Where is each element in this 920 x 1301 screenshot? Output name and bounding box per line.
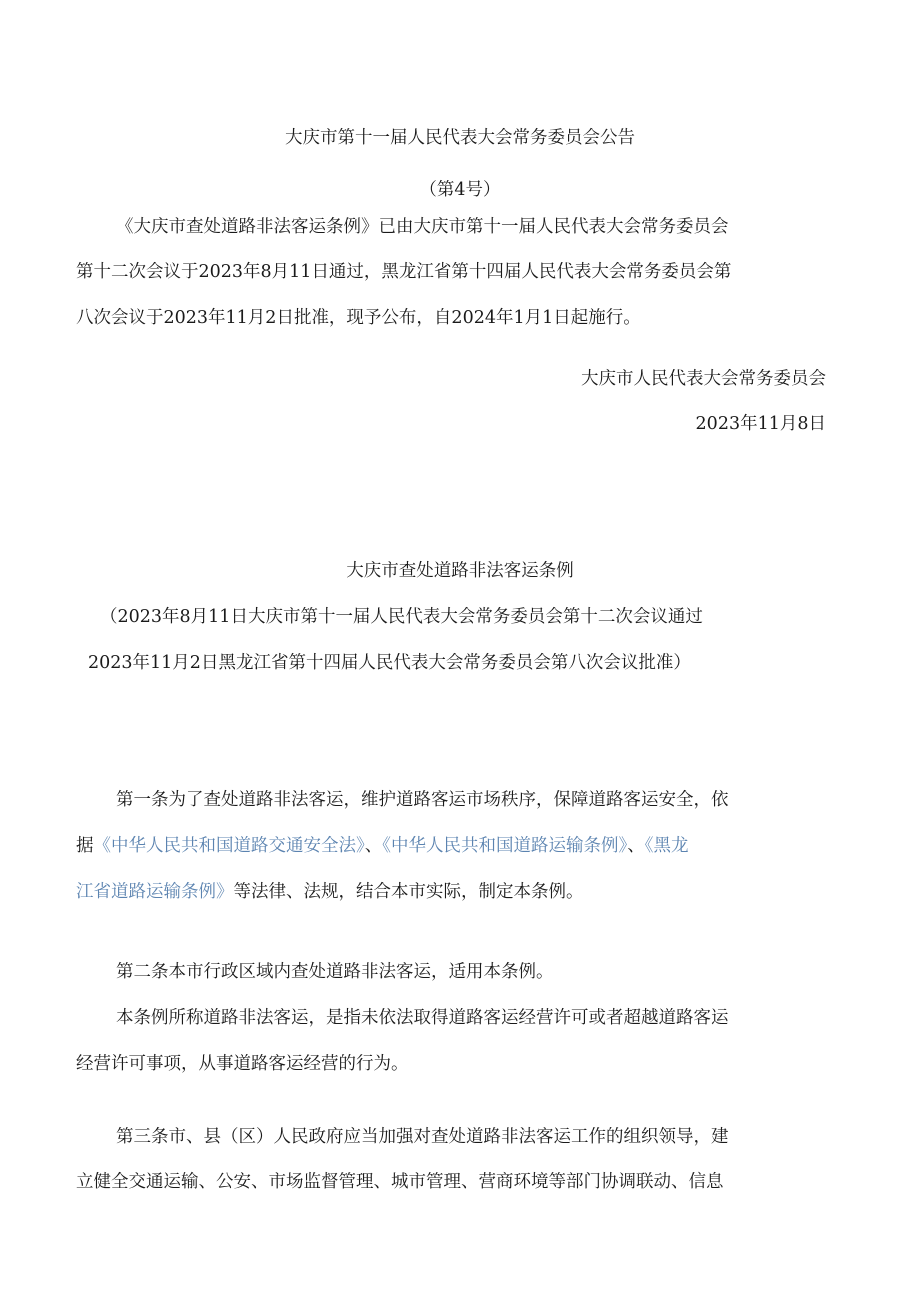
article-1-line-1: 第一条为了查处道路非法客运，维护道路客运市场秩序，保障道路客运安全，依 <box>116 790 729 810</box>
article-1-line-3 <box>76 880 844 904</box>
article-2-line-2: 本条例所称道路非法客运，是指未依法取得道路客运经营许可或者超越道路客运 <box>116 1008 729 1028</box>
notice-issuer: 大庆市人民代表大会常务委员会 <box>581 369 826 389</box>
regulation-title: 大庆市查处道路非法客运条例 <box>346 561 574 581</box>
notice-body-line-3: 八次会议于2023年11月2日批准，现予公布，自2024年1月1日起施行。 <box>76 308 641 328</box>
article-1-line-2 <box>76 834 844 858</box>
notice-number: （第4号） <box>419 180 501 200</box>
notice-body-line-2: 第十二次会议于2023年8月11日通过，黑龙江省第十四届人民代表大会常务委员会第 <box>76 262 732 282</box>
article-3-line-2: 立健全交通运输、公安、市场监督管理、城市管理、营商环境等部门协调联动、信息 <box>76 1172 724 1192</box>
notice-body-line-1: 《大庆市查处道路非法客运条例》已由大庆市第十一届人民代表大会常务委员会 <box>116 217 729 237</box>
notice-date: 2023年11月8日 <box>695 414 826 434</box>
article-1-prefix: 据 <box>76 836 94 856</box>
separator: 、 <box>364 836 383 856</box>
regulation-adoption-line-1: （2023年8月11日大庆市第十一届人民代表大会常务委员会第十二次会议通过 <box>100 607 703 627</box>
law-link-road-traffic-safety[interactable]: 《中华人民共和国道路交通安全法》 <box>93 836 365 856</box>
regulation-adoption-line-2: 2023年11月2日黑龙江省第十四届人民代表大会常务委员会第八次会议批准） <box>88 653 691 673</box>
article-2-line-1: 第二条本市行政区域内查处道路非法客运，适用本条例。 <box>116 962 554 982</box>
law-link-road-transport-regulations[interactable]: 《中华人民共和国道路运输条例》 <box>382 836 628 856</box>
law-link-heilongjiang-road-transport-part-1[interactable]: 《黑龙 <box>644 836 689 856</box>
article-1-suffix: 等法律、法规，结合本市实际，制定本条例。 <box>233 882 584 902</box>
separator: 、 <box>627 836 645 856</box>
notice-title: 大庆市第十一届人民代表大会常务委员会公告 <box>285 128 635 148</box>
law-link-heilongjiang-road-transport-part-2[interactable]: 江省道路运输条例》 <box>76 882 234 902</box>
article-2-line-3: 经营许可事项，从事道路客运经营的行为。 <box>76 1054 409 1074</box>
article-3-line-1: 第三条市、县（区）人民政府应当加强对查处道路非法客运工作的组织领导，建 <box>116 1127 729 1147</box>
